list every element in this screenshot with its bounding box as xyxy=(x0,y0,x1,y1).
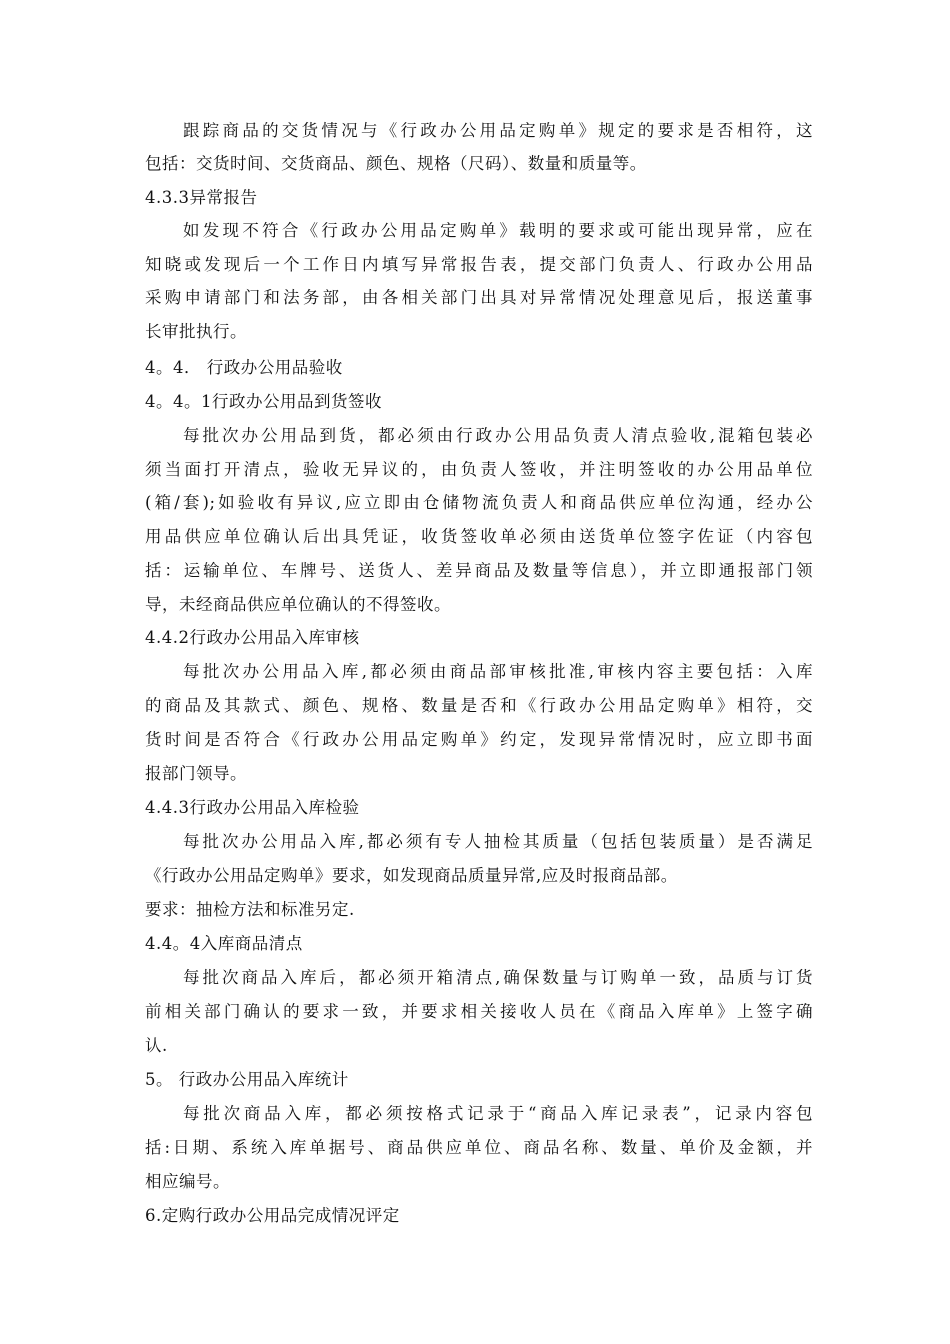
paragraph-line: 每批次办公用品到货，都必须由行政办公用品负责人清点验收,混箱包装必 xyxy=(183,426,813,445)
section-heading: 4.3.3异常报告 xyxy=(145,188,258,207)
paragraph-line: 要求：抽检方法和标准另定. xyxy=(145,900,355,919)
section-heading: 4。4。1行政办公用品到货签收 xyxy=(145,392,382,411)
paragraph-line: 括：运输单位、车牌号、送货人、差异商品及数量等信息），并立即通报部门领 xyxy=(145,561,813,580)
paragraph-line: 如发现不符合《行政办公用品定购单》载明的要求或可能出现异常，应在 xyxy=(183,221,813,240)
paragraph-line: (箱/套);如验收有异议,应立即由仓储物流负责人和商品供应单位沟通，经办公 xyxy=(145,493,813,512)
paragraph-line: 认. xyxy=(145,1036,168,1055)
paragraph-line: 长审批执行。 xyxy=(145,322,247,341)
section-heading: 6.定购行政办公用品完成情况评定 xyxy=(145,1206,400,1225)
paragraph-line: 导，未经商品供应单位确认的不得签收。 xyxy=(145,595,451,614)
paragraph-line: 报部门领导。 xyxy=(145,764,247,783)
paragraph-line: 包括：交货时间、交货商品、颜色、规格（尺码）、数量和质量等。 xyxy=(145,154,647,173)
section-heading: 4.4.3行政办公用品入库检验 xyxy=(145,798,360,817)
paragraph-line: 须当面打开清点，验收无异议的，由负责人签收，并注明签收的办公用品单位 xyxy=(145,460,813,479)
paragraph-line: 跟踪商品的交货情况与《行政办公用品定购单》规定的要求是否相符，这 xyxy=(183,121,813,140)
paragraph-line: 每批次办公用品入库,都必须由商品部审核批准,审核内容主要包括：入库 xyxy=(183,662,813,681)
paragraph-line: 每批次商品入库后，都必须开箱清点,确保数量与订购单一致，品质与订货 xyxy=(183,968,813,987)
section-heading: 4.4。4入库商品清点 xyxy=(145,934,303,953)
paragraph-line: 括:日期、系统入库单据号、商品供应单位、商品名称、数量、单价及金额，并 xyxy=(145,1138,813,1157)
paragraph-line: 货时间是否符合《行政办公用品定购单》约定，发现异常情况时，应立即书面 xyxy=(145,730,813,749)
paragraph-line: 用品供应单位确认后出具凭证，收货签收单必须由送货单位签字佐证（内容包 xyxy=(145,527,813,546)
section-heading: 4.4.2行政办公用品入库审核 xyxy=(145,628,360,647)
paragraph-line: 每批次商品入库，都必须按格式记录于“商品入库记录表”，记录内容包 xyxy=(183,1104,813,1123)
paragraph-line: 相应编号。 xyxy=(145,1172,230,1191)
paragraph-line: 前相关部门确认的要求一致，并要求相关接收人员在《商品入库单》上签字确 xyxy=(145,1002,813,1021)
paragraph-line: 每批次办公用品入库,都必须有专人抽检其质量（包括包装质量）是否满足 xyxy=(183,832,813,851)
paragraph-line: 的商品及其款式、颜色、规格、数量是否和《行政办公用品定购单》相符，交 xyxy=(145,696,813,715)
section-heading: 4。4． 行政办公用品验收 xyxy=(145,358,343,377)
section-heading: 5。 行政办公用品入库统计 xyxy=(145,1070,349,1089)
paragraph-line: 采购申请部门和法务部，由各相关部门出具对异常情况处理意见后，报送董事 xyxy=(145,288,813,307)
paragraph-line: 《行政办公用品定购单》要求，如发现商品质量异常,应及时报商品部。 xyxy=(145,866,678,885)
paragraph-line: 知晓或发现后一个工作日内填写异常报告表，提交部门负责人、行政办公用品 xyxy=(145,255,813,274)
